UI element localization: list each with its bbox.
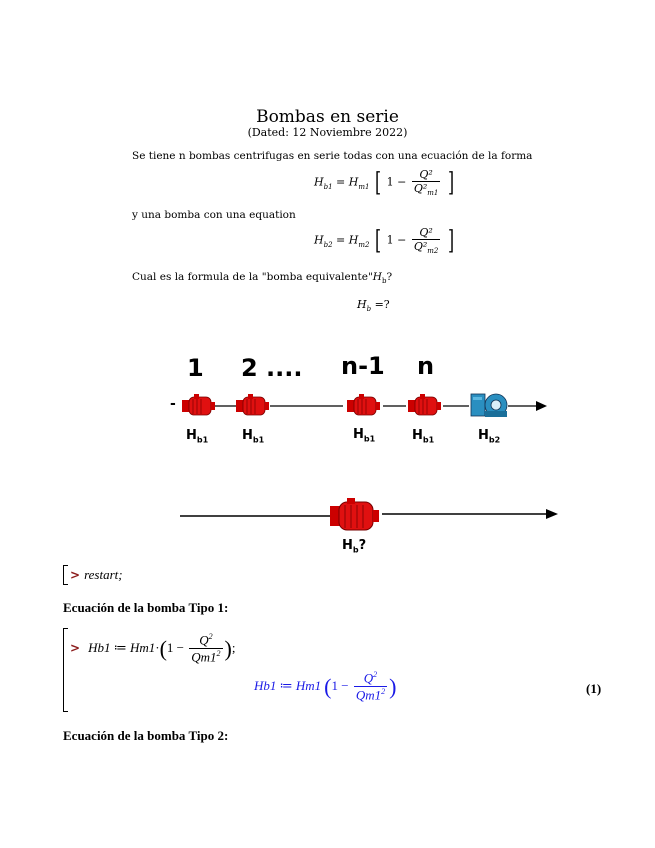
hb1-input[interactable]: Hb1 ≔ Hm1·(1 − $\frac{Q^2}{Qm1^2}$ ); xyxy=(88,632,236,665)
page-title: Bombas en serie xyxy=(256,107,399,127)
execution-group-bracket[interactable] xyxy=(63,628,68,712)
blue-pump-icon xyxy=(471,394,507,417)
series-pumps-drawing xyxy=(0,350,655,450)
eq2-den: Q² xyxy=(413,240,428,253)
eq2-one: 1 − xyxy=(386,233,407,247)
restart-input[interactable]: restart; xyxy=(84,567,123,582)
restart-command[interactable] xyxy=(70,566,123,584)
intro-line-3-end: ? xyxy=(386,271,393,283)
dated-line: (Dated: 12 Noviembre 2022) xyxy=(247,126,408,139)
equivalent-pump-label: $H_b$? xyxy=(342,538,367,555)
eq1-den-sub: m1 xyxy=(427,189,439,198)
intro-line-3-var: H xyxy=(372,271,382,283)
equivalent-pump-figure xyxy=(0,490,655,560)
flow-arrow-icon xyxy=(536,401,547,411)
lead-mark: - xyxy=(170,396,176,412)
equation-hb xyxy=(357,298,390,313)
pump-icon xyxy=(236,394,269,415)
pump-number-1: 1 xyxy=(187,354,204,382)
prompt-icon: > xyxy=(70,640,81,655)
section-heading-tipo-2: Ecuación de la bomba Tipo 2: xyxy=(63,728,229,743)
hb1-input-line[interactable] xyxy=(70,632,235,666)
eq2-num: Q² xyxy=(412,226,441,240)
prompt-icon: > xyxy=(70,568,81,582)
input-fraction: $\frac{Q^2}{Qm1^2}$ xyxy=(191,632,221,665)
intro-line-1: Se tiene n bombas centrifugas en serie todas con una ecuación de la forma xyxy=(132,150,533,162)
intro-line-3-text: Cual es la formula de la "bomba equivalente" xyxy=(132,271,373,283)
eq3-rhs: =? xyxy=(371,298,390,311)
flow-arrow-icon xyxy=(546,509,558,519)
section-heading-tipo-1: Ecuación de la bomba Tipo 1: xyxy=(63,600,229,615)
eq2-lhs-sub: b2 xyxy=(323,240,333,249)
output-fraction: $\frac{Q^2}{Qm1^2}$ xyxy=(355,670,386,703)
equation-number-label: (1) xyxy=(586,681,602,696)
pump-number-n: n xyxy=(417,352,435,380)
pump-icon xyxy=(408,394,441,415)
pump-number-n-1: n-1 xyxy=(341,352,385,380)
pump-icon xyxy=(182,394,215,415)
equivalent-pump-drawing xyxy=(0,490,655,560)
equation-hb1: $H_{b1} = H_{m1}$ [ 1 − $\frac{\text{Q²}}{Q^2_{m1}}$ ] xyxy=(314,167,454,198)
eq2-lhs: H xyxy=(314,233,324,247)
pump-icon xyxy=(330,498,379,530)
eq2-den-sub: m2 xyxy=(427,247,439,256)
eq1-num: Q² xyxy=(412,168,441,182)
pump-number-2: 2 .... xyxy=(241,354,303,382)
eq1-one: 1 − xyxy=(386,175,407,189)
eq1-fraction xyxy=(412,168,441,197)
eq1-rhs-sub: m1 xyxy=(358,182,370,191)
pump-label-b2: $H_{b2}$ xyxy=(478,428,501,445)
eq1-rhs: H xyxy=(348,175,359,189)
eq2-rhs-sub: m2 xyxy=(358,240,370,249)
eq1-den: Q² xyxy=(413,182,428,195)
eq2-rhs: H xyxy=(348,233,359,247)
pump-icon xyxy=(347,394,380,415)
equation-hb2: $H_{b2} = H_{m2}$ [ 1 − $\frac{\text{Q²}}{Q^2_{m2}}$ ] xyxy=(314,225,454,256)
intro-line-3-sub: b xyxy=(381,277,387,286)
eq3-lhs-sub: b xyxy=(366,305,372,314)
intro-line-3 xyxy=(132,271,392,285)
hb1-output: Hb1 ≔ Hm1 (1 − $\frac{Q^2}{Qm1^2}$ ) xyxy=(254,670,397,703)
pump-label-1: $H_{b1}$ xyxy=(186,428,209,445)
pump-label-n: $H_{b1}$ xyxy=(412,428,435,445)
pump-label-2: $H_{b1}$ xyxy=(242,428,265,445)
intro-line-2: y una bomba con una equation xyxy=(132,209,296,221)
execution-group-bracket[interactable] xyxy=(63,565,68,585)
series-pumps-figure xyxy=(0,350,655,450)
eq3-lhs: H xyxy=(357,298,367,311)
eq1-lhs-sub: b1 xyxy=(323,182,333,191)
eq2-fraction xyxy=(412,226,441,255)
eq1-lhs: H xyxy=(314,175,324,189)
pump-label-n-1: $H_{b1}$ xyxy=(353,427,376,444)
